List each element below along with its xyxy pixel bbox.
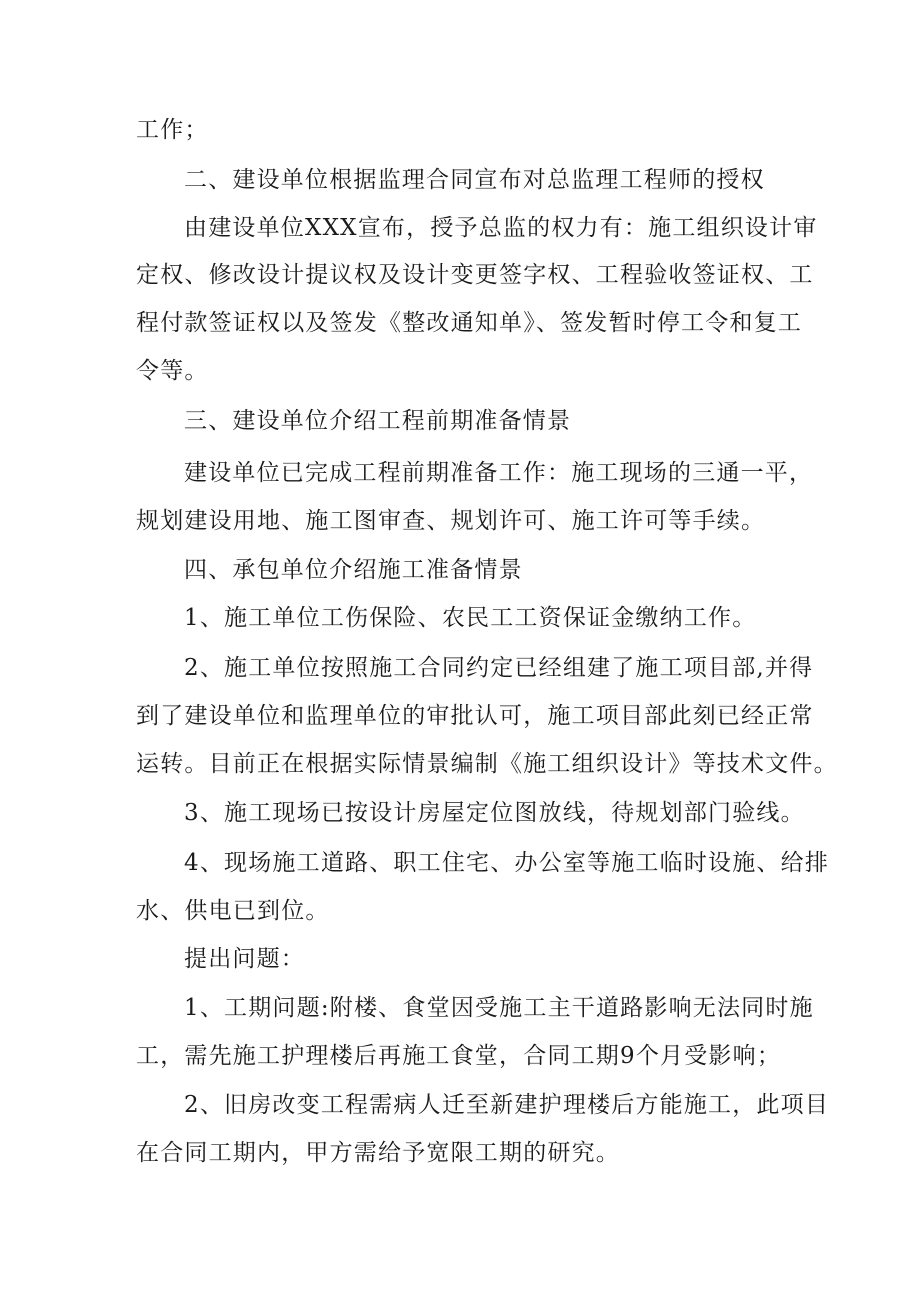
- text-line: 由建设单位XXX宣布，授予总监的权力有：施工组织设计审: [184, 215, 818, 241]
- section-heading-2: 二、建设单位根据监理合同宣布对总监理工程师的授权: [184, 167, 765, 193]
- text-line: 程付款签证权以及签发《整改通知单》、签发暂时停工令和复工: [136, 310, 803, 336]
- text-line: 在合同工期内，甲方需给予宽限工期的研究。: [136, 1140, 620, 1166]
- text-line: 工，需先施工护理楼后再施工食堂，合同工期9个月受影响；: [136, 1043, 782, 1069]
- text-line: 运转。目前正在根据实际情景编制《施工组织设计》等技术文件。: [136, 751, 838, 777]
- text-line: 水、供电已到位。: [136, 898, 330, 924]
- list-item: 1、施工单位工伤保险、农民工工资保证金缴纳工作。: [184, 605, 757, 631]
- text-line: 建设单位已完成工程前期准备工作：施工现场的三通一平，: [184, 460, 814, 486]
- list-item: 2、施工单位按照施工合同约定已经组建了施工项目部,并得: [184, 655, 814, 681]
- list-item: 4、现场施工道路、职工住宅、办公室等施工临时设施、给排: [184, 850, 830, 876]
- section-heading-4: 四、承包单位介绍施工准备情景: [184, 557, 523, 583]
- text-line: 到了建设单位和监理单位的审批认可，施工项目部此刻已经正常: [136, 703, 814, 729]
- section-heading-3: 三、建设单位介绍工程前期准备情景: [184, 408, 572, 434]
- text-line: 定权、修改设计提议权及设计变更签字权、工程验收签证权、工: [136, 262, 814, 288]
- list-item: 2、旧房改变工程需病人迁至新建护理楼后方能施工，此项目: [184, 1092, 830, 1118]
- section-heading-questions: 提出问题：: [184, 946, 305, 972]
- text-line: 工作；: [136, 117, 209, 143]
- text-line: 令等。: [136, 358, 209, 384]
- text-line: 规划建设用地、施工图审查、规划许可、施工许可等手续。: [136, 508, 766, 534]
- list-item: 1、工期问题:附楼、食堂因受施工主干道路影响无法同时施: [184, 995, 814, 1021]
- list-item: 3、施工现场已按设计房屋定位图放线，待规划部门验线。: [184, 800, 805, 826]
